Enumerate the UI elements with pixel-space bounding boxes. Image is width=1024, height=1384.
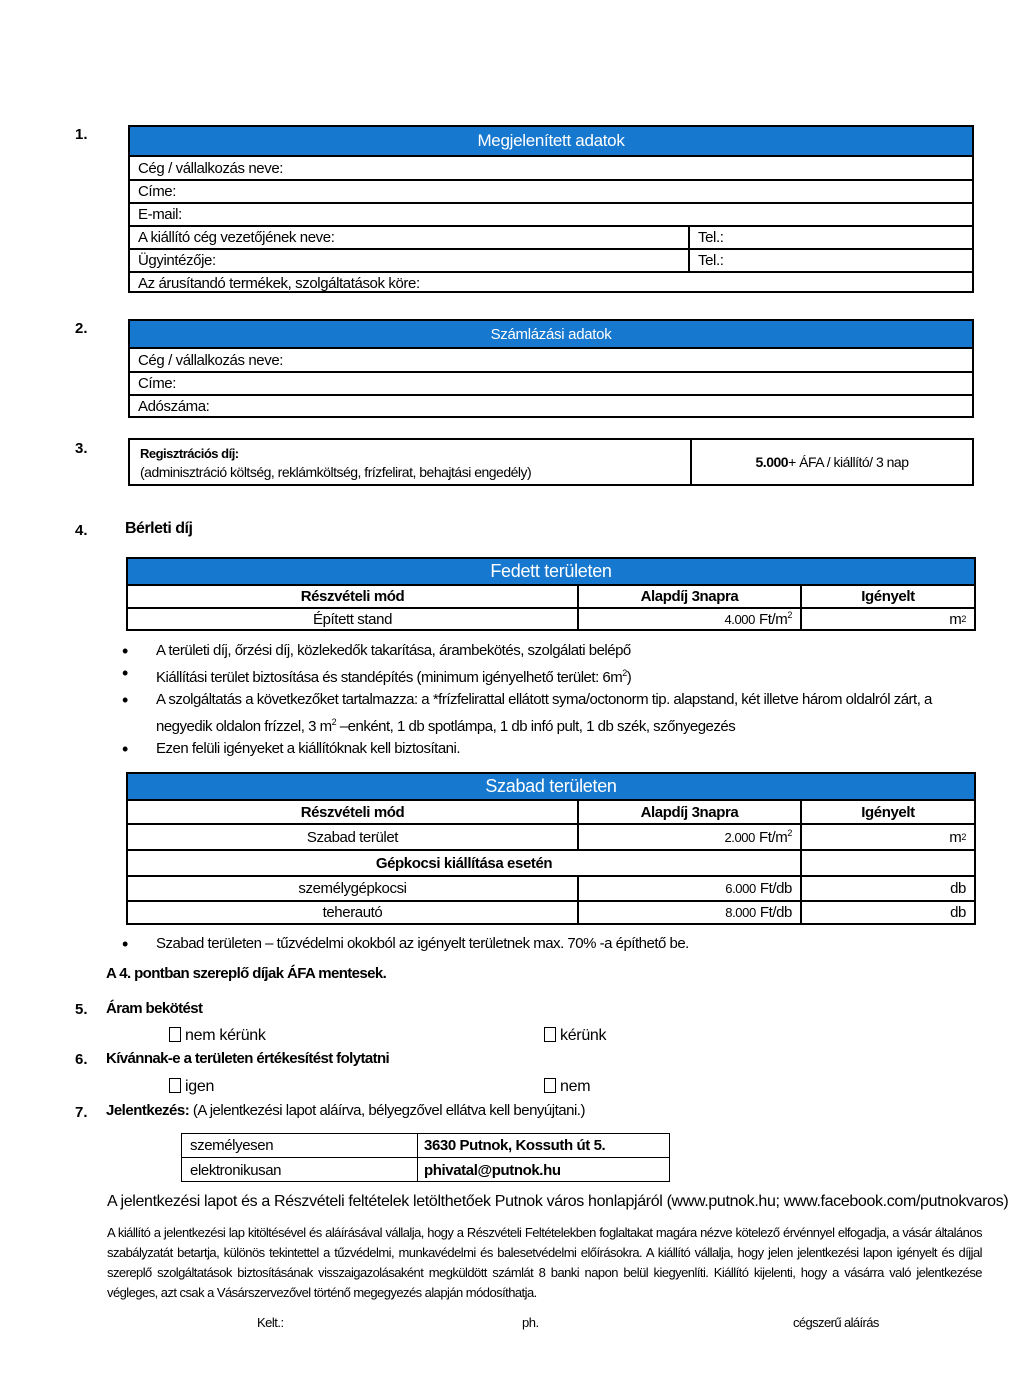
section-number-6: 6. <box>75 1051 88 1068</box>
billing-address-label: Címe: <box>138 375 177 392</box>
truck-price-unit: Ft/db <box>759 904 792 921</box>
office-address: 3630 Putnok, Kossuth út 5. <box>417 1134 669 1157</box>
contact-person-label: Ügyintézője: <box>138 252 216 269</box>
bullet-text-1: A területi díj, őrzési díj, közlekedők takarítása, árambekötés, szolgálati belépő <box>156 642 631 659</box>
built-stand-price-unit <box>759 610 792 628</box>
covered-area-header: Fedett területen <box>128 559 974 584</box>
tax-number-label: Adószáma: <box>138 397 210 415</box>
section-number-2: 2. <box>75 320 88 337</box>
section-number-1: 1. <box>75 126 88 143</box>
power-connection-title: Áram bekötést <box>106 1000 203 1017</box>
bullet-3-end: –enként, 1 db spotlámpa, 1 db infó pult, 1 db szék, szőnyegezés <box>336 718 736 735</box>
application-title <box>106 1102 585 1119</box>
company-name-label: Cég / vállalkozás neve: <box>138 159 284 177</box>
products-row[interactable] <box>130 271 972 293</box>
open-col-mode: Részvételi mód <box>300 803 405 821</box>
registration-fee-amount: 5.000 <box>755 454 789 470</box>
contact-tel-field[interactable] <box>688 250 972 271</box>
bullet-text-3: A szolgáltatás a következőket tartalmazza: a *frízfelirattal ellátott syma/octonorm tip. alapstand, két illetve három oldalról zárt, a negyedik oldalon frízzel, 3 m <box>156 691 932 735</box>
bullet-2-end: ) <box>626 669 632 686</box>
open-area-unit-text: Ft/m <box>758 829 788 846</box>
bullet-item <box>120 738 990 760</box>
registration-fee-terms: + ÁFA / kiállító/ 3 nap <box>788 454 909 470</box>
billing-data-header: Számlázási adatok <box>130 321 972 347</box>
registration-fee-desc: (adminisztráció költség, reklámköltség, frízfelirat, behajtási engedély) <box>140 464 532 480</box>
car-price-unit: Ft/db <box>759 880 792 897</box>
bullet-text-4: Ezen felüli igényeket a kiállítóknak kell biztosítani. <box>156 740 461 757</box>
sales-yes-option[interactable] <box>169 1078 214 1096</box>
section-number-7 <box>75 1104 88 1121</box>
billing-company-label: Cég / vállalkozás neve: <box>138 351 284 369</box>
built-stand-unit-sup: 2 <box>787 610 792 620</box>
open-area-label: Szabad terület <box>306 828 399 846</box>
checkbox-icon[interactable] <box>544 1027 556 1042</box>
open-col-requested: Igényelt <box>800 801 974 823</box>
bullet-item <box>120 933 990 955</box>
power-yes-label: kérünk <box>560 1027 607 1044</box>
truck-price <box>577 902 800 923</box>
vat-exempt-note: A 4. pontban szereplő díjak ÁFA mentesek. <box>106 965 387 982</box>
manager-name-label: A kiállító cég vezetőjének neve: <box>138 229 335 246</box>
truck-req-unit: db <box>950 904 966 921</box>
rental-fee-title: Bérleti díj <box>125 520 193 537</box>
sales-no-option[interactable] <box>544 1078 590 1096</box>
truck-requested-field[interactable] <box>800 902 974 923</box>
open-area-price-unit <box>759 828 792 846</box>
built-stand-req-sup: 2 <box>961 614 966 624</box>
open-area-requested-field[interactable] <box>800 825 974 849</box>
open-area-price <box>577 825 800 849</box>
stamp-label: ph. <box>522 1315 539 1330</box>
manager-tel-field[interactable] <box>688 227 972 248</box>
built-stand-unit-text: Ft/m <box>758 611 788 628</box>
bullet-item <box>120 662 990 689</box>
registration-fee-title: Regisztrációs díj: <box>140 446 239 461</box>
address-row[interactable] <box>130 179 972 202</box>
open-bullet-list <box>120 933 990 955</box>
email-row[interactable] <box>130 202 972 225</box>
covered-bullet-list <box>120 640 990 760</box>
covered-area-table <box>126 557 976 631</box>
section-number-3: 3. <box>75 440 88 457</box>
section-number-5: 5. <box>75 1001 88 1018</box>
open-col-price: Alapdíj 3napra <box>577 801 800 823</box>
covered-col-requested: Igényelt <box>800 586 974 607</box>
truck-label: teherautó <box>322 904 383 921</box>
displayed-data-header: Megjelenített adatok <box>130 127 972 155</box>
signature-label: cégszerű aláírás <box>793 1315 879 1330</box>
contact-person-field[interactable] <box>130 250 688 271</box>
method-electronic: elektronikusan <box>190 1161 282 1179</box>
checkbox-icon[interactable] <box>544 1078 556 1093</box>
built-stand-price-value: 4.000 <box>724 611 755 627</box>
sales-yes-label: igen <box>185 1078 215 1095</box>
sales-no-label: nem <box>560 1078 591 1095</box>
built-stand-price <box>577 609 800 629</box>
application-methods-table <box>181 1133 670 1182</box>
open-area-table <box>126 772 976 925</box>
address-label: Címe: <box>138 183 177 200</box>
registration-fee-price <box>690 440 972 484</box>
power-no-option[interactable] <box>169 1027 266 1045</box>
car-price-value: 6.000 <box>725 881 756 896</box>
billing-data-table <box>128 319 974 418</box>
date-label: Kelt.: <box>257 1315 284 1330</box>
vehicle-section-empty <box>800 851 974 875</box>
open-area-unit-sup: 2 <box>787 828 792 838</box>
open-bullet-text: Szabad területen – tűzvédelmi okokból az igényelt területnek max. 70% -a építhető be. <box>156 935 689 952</box>
open-area-price-value: 2.000 <box>724 829 755 845</box>
vehicle-section-label: Gépkocsi kiállítása esetén <box>375 854 553 872</box>
manager-name-field[interactable] <box>130 227 688 248</box>
checkbox-icon[interactable] <box>169 1078 181 1093</box>
covered-col-mode: Részvételi mód <box>300 588 405 605</box>
application-title-desc: (A jelentkezési lapot aláírva, bélyegzővel ellátva kell benyújtani.) <box>189 1102 585 1119</box>
method-in-person: személyesen <box>190 1137 274 1154</box>
manager-tel-label: Tel.: <box>698 229 724 246</box>
registration-fee-table <box>128 438 974 486</box>
bullet-item <box>120 640 990 662</box>
contact-tel-label: Tel.: <box>698 252 724 269</box>
car-requested-field[interactable] <box>800 877 974 900</box>
open-area-header: Szabad területen <box>128 774 974 799</box>
checkbox-icon[interactable] <box>169 1027 181 1042</box>
built-stand-req-unit: m <box>949 610 962 628</box>
open-area-req-sup: 2 <box>961 832 966 842</box>
truck-price-value: 8.000 <box>725 905 756 920</box>
built-stand-label: Épített stand <box>312 610 393 628</box>
billing-company-row[interactable] <box>130 347 972 371</box>
sales-question-title: Kívánnak-e a területen értékesítést folytatni <box>106 1050 390 1067</box>
car-req-unit: db <box>950 880 966 897</box>
bullet-text-2: Kiállítási terület biztosítása és standépítés (minimum igényelhető terület: 6m <box>156 669 623 686</box>
office-email-link[interactable]: phivatal@putnok.hu <box>417 1158 669 1182</box>
application-title-bold: Jelentkezés: <box>106 1102 190 1119</box>
bullet-3-sup: 2 <box>331 717 337 727</box>
covered-col-price: Alapdíj 3napra <box>577 586 800 607</box>
company-name-row[interactable] <box>130 155 972 179</box>
power-yes-option[interactable] <box>544 1027 606 1045</box>
section-7-num-text: 7. <box>75 1104 88 1121</box>
products-label: Az árusítandó termékek, szolgáltatások köre: <box>138 274 420 292</box>
tax-number-row[interactable] <box>130 394 972 416</box>
section-number-4: 4. <box>75 522 88 539</box>
car-label: személygépkocsi <box>298 880 407 897</box>
bullet-2-sup: 2 <box>622 668 627 678</box>
car-price <box>577 877 800 900</box>
legal-text: A kiállító a jelentkezési lap kitöltésével és aláírásával vállalja, hogy a Részvételi Feltételekben foglaltakat magára nézve kötelező érvénnyel elfogadja, a vásár általános szabályzatát betartja, különös tekintettel a tűzvédelmi, munkavédelmi és balesetvédelmi előírásokra. A kiállító vállalja, hogy jelen jelentkezési lapon igényelt és díjjal szereplő szolgáltatások biztosításának visszaigazolásaként megküldött számlát 8 banki napon belül kiegyenlíti. Kiállító kijelenti, hogy a vásárra való jelentkezése végleges, azt csak a Vásárszervezővel történő megegyezés alapján módosíthatja. <box>107 1225 982 1300</box>
download-note: A jelentkezési lapot és a Részvételi feltételek letölthetőek Putnok város honlapjáról (www.putnok.hu; www.facebook.com/putnokvaros) <box>107 1193 1009 1210</box>
bullet-item <box>120 689 990 738</box>
power-no-label: nem kérünk <box>185 1027 266 1044</box>
displayed-data-table <box>128 125 974 293</box>
billing-address-row[interactable] <box>130 371 972 394</box>
built-stand-requested-field[interactable] <box>800 609 974 629</box>
open-area-req-unit: m <box>949 828 962 846</box>
email-label: E-mail: <box>138 206 182 223</box>
